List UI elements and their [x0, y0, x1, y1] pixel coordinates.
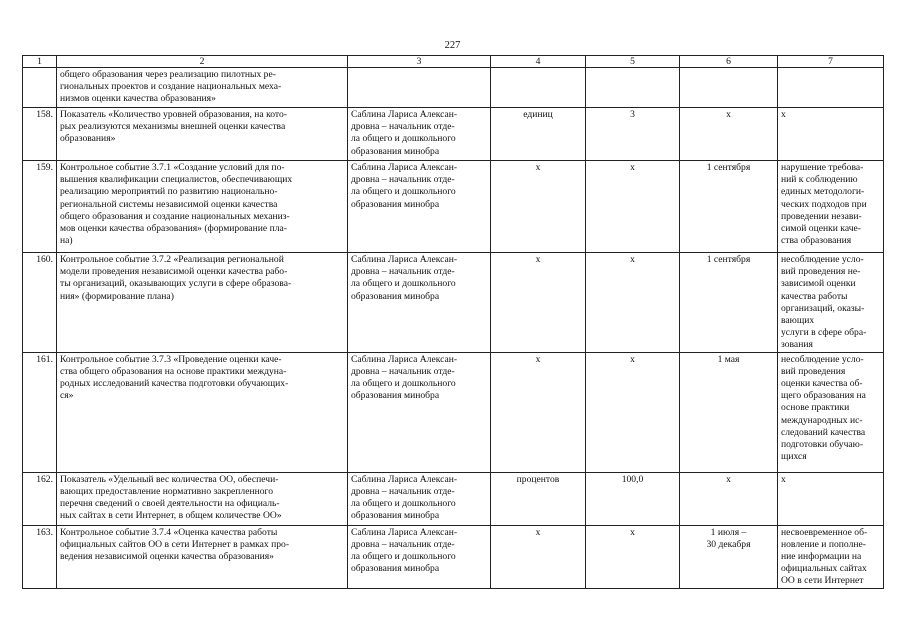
text-line: щихся [781, 451, 807, 463]
text-line: дровна – начальник отде- [351, 365, 455, 377]
text-line: х [726, 109, 731, 120]
text-line: симой оценки каче- [781, 223, 861, 235]
text-line: низмов оценки качества образования» [60, 93, 216, 105]
text-line: официальных сайтах [781, 563, 867, 575]
text-line: Контрольное событие 3.7.3 «Проведение оценки каче- [60, 353, 282, 365]
text-line: Саблина Лариса Алексан- [351, 526, 458, 538]
text-line: Саблина Лариса Алексан- [351, 109, 458, 120]
text-line: подготовки обучаю- [781, 439, 864, 451]
text-line: Саблина Лариса Алексан- [351, 254, 458, 265]
text-line: модели проведения независимой оценки качества рабо- [60, 266, 288, 278]
text-line: ния» (формирование плана) [60, 290, 174, 302]
text-line: 1 мая [717, 353, 740, 365]
text-line: Саблина Лариса Алексан- [351, 473, 458, 485]
risk-cell [778, 352, 884, 472]
unit-cell: процентов [491, 472, 586, 525]
risk-cell [778, 68, 884, 108]
text-line: зования [781, 339, 813, 351]
responsible-cell [348, 68, 491, 108]
text-line: Контрольное событие 3.7.4 «Оценка качества работы [60, 526, 278, 538]
description-cell [57, 108, 348, 161]
text-line: дровна – начальник отде- [351, 121, 455, 133]
plan-table [22, 55, 884, 589]
text-line: несвоевременное об- [781, 526, 868, 538]
text-line: образования минобра [351, 290, 440, 302]
responsible-cell [348, 253, 491, 353]
text-line: ла общего и дошкольного [351, 278, 456, 290]
date-cell [680, 352, 778, 472]
header-cell: 2 [57, 56, 348, 68]
header-row [23, 56, 884, 68]
text-line: образования минобра [351, 145, 440, 157]
text-line: несоблюдение усло- [781, 254, 864, 265]
value-cell: 3 [586, 108, 680, 161]
date-cell [680, 472, 778, 525]
text-line: х [726, 473, 731, 485]
unit-cell: х [491, 352, 586, 472]
text-line: организаций, оказы- [781, 302, 865, 314]
text-line: зависимой оценки [781, 278, 856, 290]
text-line: ние информации на [781, 551, 862, 563]
table-row [23, 352, 884, 472]
page-number: 227 [444, 40, 461, 51]
responsible-cell [348, 525, 491, 588]
unit-cell [491, 68, 586, 108]
description-cell [57, 352, 348, 472]
text-line: оценки качества об- [781, 378, 863, 390]
text-line: проведении незави- [781, 210, 862, 222]
text-line: ла общего и дошкольного [351, 186, 456, 198]
value-cell: х [586, 161, 680, 253]
unit-cell: единиц [491, 108, 586, 161]
text-line: образования минобра [351, 510, 440, 522]
header-cell: 5 [586, 56, 680, 68]
text-line: дровна – начальник отде- [351, 266, 455, 278]
text-line: образования» [60, 133, 116, 145]
text-line: реализацию мероприятий по развитию национально- [60, 186, 278, 198]
unit-cell: х [491, 525, 586, 588]
text-line: 30 декабря [706, 538, 751, 550]
text-line: ся» [60, 390, 74, 402]
description-cell [57, 472, 348, 525]
risk-cell [778, 525, 884, 588]
text-line: нарушение требова- [781, 162, 864, 173]
text-line: х [781, 109, 786, 120]
text-line: следований качества [781, 426, 866, 438]
text-line: дровна – начальник отде- [351, 538, 455, 550]
text-line: на) [60, 235, 73, 247]
header-cell: 3 [348, 56, 491, 68]
table-row [23, 161, 884, 253]
date-cell [680, 525, 778, 588]
row-number-cell: 163. [23, 525, 57, 588]
unit-cell: х [491, 253, 586, 353]
responsible-cell [348, 108, 491, 161]
text-line: Показатель «Количество уровней образования, на кото- [60, 109, 287, 120]
text-line: дровна – начальник отде- [351, 174, 455, 186]
text-line: образования минобра [351, 390, 440, 402]
text-line: единых методологи- [781, 186, 865, 198]
text-line: Саблина Лариса Алексан- [351, 162, 458, 173]
text-line: перечня сведений о своей деятельности на официаль- [60, 498, 280, 510]
row-number-cell [23, 68, 57, 108]
row-number-cell: 162. [23, 472, 57, 525]
text-line: гиональных проектов и создание национальных меха- [60, 81, 282, 93]
text-line: ла общего и дошкольного [351, 133, 456, 145]
risk-cell [778, 108, 884, 161]
text-line: официальных сайтов ОО в сети Интернет в рамках про- [60, 538, 290, 550]
table-row [23, 525, 884, 588]
row-number-cell: 159. [23, 161, 57, 253]
text-line: основе практики [781, 402, 850, 414]
text-line: услуги в сфере обра- [781, 327, 867, 339]
text-line: вышения квалификации специалистов, обеспечивающих [60, 174, 293, 186]
risk-cell [778, 161, 884, 253]
text-line: мов оценки качества образования» (формирование пла- [60, 223, 287, 235]
value-cell: 100,0 [586, 472, 680, 525]
text-line: вающих [781, 315, 815, 327]
value-cell: х [586, 253, 680, 353]
text-line: качества работы [781, 290, 848, 302]
text-line: новление и пополне- [781, 538, 866, 550]
text-line: общего образования через реализацию пилотных ре- [60, 69, 276, 80]
unit-cell: х [491, 161, 586, 253]
text-line: ты организаций, оказывающих услуги в сфере образова- [60, 278, 292, 290]
text-line: Контрольное событие 3.7.1 «Создание условий для по- [60, 162, 285, 173]
text-line: Саблина Лариса Алексан- [351, 353, 458, 365]
text-line: образования минобра [351, 198, 440, 210]
text-line: ства образования [781, 235, 852, 247]
description-cell [57, 253, 348, 353]
text-line: ных сайтах в сети Интернет, в общем количестве ОО» [60, 510, 282, 522]
risk-cell [778, 472, 884, 525]
header-cell: 1 [23, 56, 57, 68]
row-number-cell: 158. [23, 108, 57, 161]
continuation-row [23, 68, 884, 108]
text-line: региональной системы независимой оценки качества [60, 198, 278, 210]
text-line: Контрольное событие 3.7.2 «Реализация региональной [60, 254, 284, 265]
value-cell: х [586, 525, 680, 588]
text-line: вий проведения не- [781, 266, 861, 278]
text-line: родных исследований качества подготовки обучающих- [60, 378, 289, 390]
date-cell [680, 253, 778, 353]
risk-cell [778, 253, 884, 353]
text-line: общего образования и создание национальных механиз- [60, 210, 290, 222]
text-line: ла общего и дошкольного [351, 498, 456, 510]
text-line: 1 сентября [706, 162, 751, 173]
date-cell [680, 68, 778, 108]
table-row [23, 472, 884, 525]
text-line: х [781, 473, 786, 485]
text-line: ведения независимой оценки качества образования» [60, 551, 274, 563]
text-line: ческих подходов при [781, 198, 867, 210]
description-cell [57, 525, 348, 588]
row-number-cell: 160. [23, 253, 57, 353]
text-line: ства общего образования на основе практики междуна- [60, 365, 287, 377]
value-cell [586, 68, 680, 108]
date-cell [680, 161, 778, 253]
text-line: международных ис- [781, 414, 863, 426]
text-line: несоблюдение усло- [781, 353, 864, 365]
text-line: рых реализуются механизмы внешней оценки качества [60, 121, 286, 133]
responsible-cell [348, 472, 491, 525]
text-line: ОО в сети Интернет [781, 575, 864, 587]
text-line: ний к соблюдению [781, 174, 858, 186]
description-cell [57, 161, 348, 253]
header-cell: 7 [778, 56, 884, 68]
table-row [23, 253, 884, 353]
text-line: Показатель «Удельный вес количества ОО, обеспечи- [60, 473, 279, 485]
text-line: вий проведения [781, 365, 846, 377]
table-row [23, 108, 884, 161]
value-cell: х [586, 352, 680, 472]
text-line: образования минобра [351, 563, 440, 575]
text-line: щего образования на [781, 390, 866, 402]
text-line: ла общего и дошкольного [351, 378, 456, 390]
header-cell: 6 [680, 56, 778, 68]
text-line: 1 июля – [710, 526, 747, 538]
header-cell: 4 [491, 56, 586, 68]
row-number-cell: 161. [23, 352, 57, 472]
description-cell [57, 68, 348, 108]
text-line: ла общего и дошкольного [351, 551, 456, 563]
text-line: вающих предоставление нормативно закрепленного [60, 485, 274, 497]
responsible-cell [348, 352, 491, 472]
date-cell [680, 108, 778, 161]
responsible-cell [348, 161, 491, 253]
text-line: 1 сентября [706, 254, 751, 265]
text-line: дровна – начальник отде- [351, 485, 455, 497]
